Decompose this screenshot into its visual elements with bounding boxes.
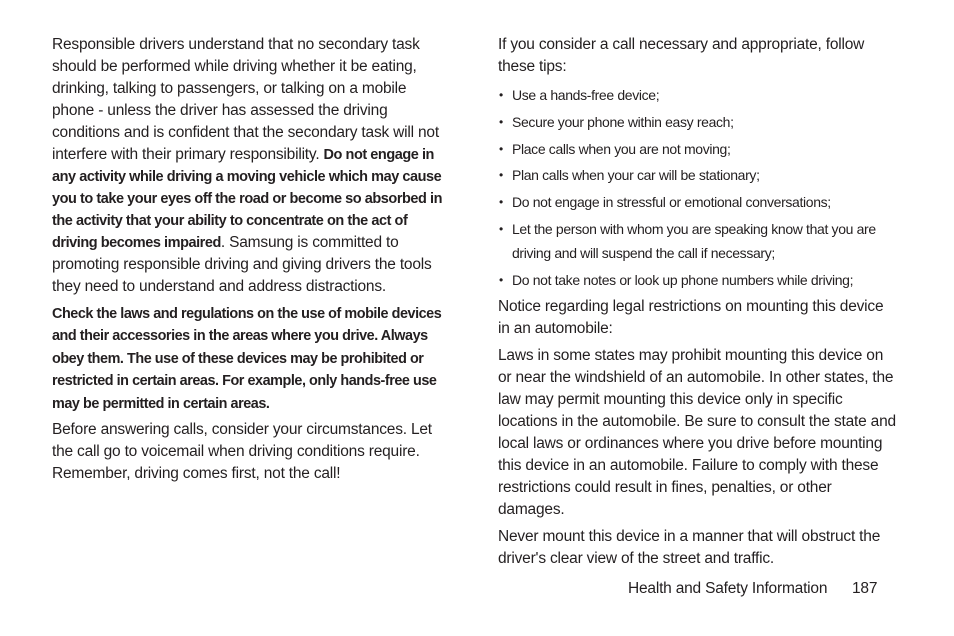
footer-section-title: Health and Safety Information — [628, 580, 828, 597]
list-item — [498, 137, 898, 161]
list-item — [498, 83, 898, 107]
tip-text: Plan calls when your car will be stationary; — [512, 167, 760, 184]
list-item — [498, 163, 898, 187]
bullet-icon: • — [499, 88, 503, 102]
page-number: 187 — [852, 580, 878, 597]
bullet-icon: • — [499, 195, 503, 210]
tip-text: Do not engage in stressful or emotional conversations; — [512, 194, 831, 211]
bullet-icon: • — [499, 141, 503, 156]
tips-intro-paragraph: If you consider a call necessary and appropriate, follow these tips: — [498, 36, 865, 75]
before-answering-paragraph: Before answering calls, consider your circumstances. Let the call go to voicemail when driving conditions require. Remember, driving comes first, not the call! — [52, 421, 432, 483]
list-item — [498, 268, 898, 292]
mounting-laws-paragraph: Laws in some states may prohibit mounting this device on or near the windshield of an automobile. In other states, the law may permit mounting this device only in specific locations in the automobile. Be sure to consult the state and local laws or ordinances where you drive before mounting this device in an automobile. Failure to comply with these restrictions could result in fines, penalties, or other damages. — [498, 346, 896, 518]
paragraph-tail-text: . Samsung is committed to promoting responsible driving and giving drivers the tools they need to understand and address distractions. — [52, 234, 432, 295]
tip-text: Let the person with whom you are speaking know that you are driving and will suspend the call if necessary; — [512, 220, 876, 261]
tips-list — [498, 83, 898, 292]
bullet-icon: • — [499, 221, 503, 236]
laws-regulations-paragraph: Check the laws and regulations on the use of mobile devices and their accessories in the areas where you drive. Always obey them. The use of these devices may be prohibited or restricted in certain areas. For example, only hands-free use may be permitted in certain areas. — [52, 306, 442, 412]
tip-text: Use a hands-free device; — [512, 87, 660, 103]
bullet-icon: • — [499, 168, 503, 183]
mounting-notice-paragraph: Notice regarding legal restrictions on mounting this device in an automobile: — [498, 297, 884, 337]
tip-text: Secure your phone within easy reach; — [512, 113, 734, 130]
paragraph-text: Responsible drivers understand that no secondary task should be performed while driving whether it be eating, drinking, talking to passengers, or talking on a mobile phone - unless the driver has assessed the driving conditions and is confident that the secondary task will not interfere with their primary responsibility. — [52, 36, 439, 163]
list-item — [498, 110, 898, 134]
right-column — [498, 34, 898, 575]
tip-text: Place calls when you are not moving; — [512, 140, 731, 157]
list-item — [498, 190, 898, 214]
warning-bold-text: Do not engage in any activity while driving a moving vehicle which may cause you to take your eyes off the road or become so absorbed in the activity that your ability to concentrate on the act of driving becomes impaired — [52, 147, 443, 251]
left-column — [52, 34, 452, 490]
bullet-icon: • — [499, 272, 503, 287]
responsible-drivers-paragraph — [52, 34, 452, 298]
list-item — [498, 217, 898, 265]
never-mount-paragraph: Never mount this device in a manner that will obstruct the driver's clear view of the street and traffic. — [498, 527, 881, 567]
bullet-icon: • — [499, 114, 503, 129]
tip-text: Do not take notes or look up phone numbers while driving; — [512, 271, 854, 288]
